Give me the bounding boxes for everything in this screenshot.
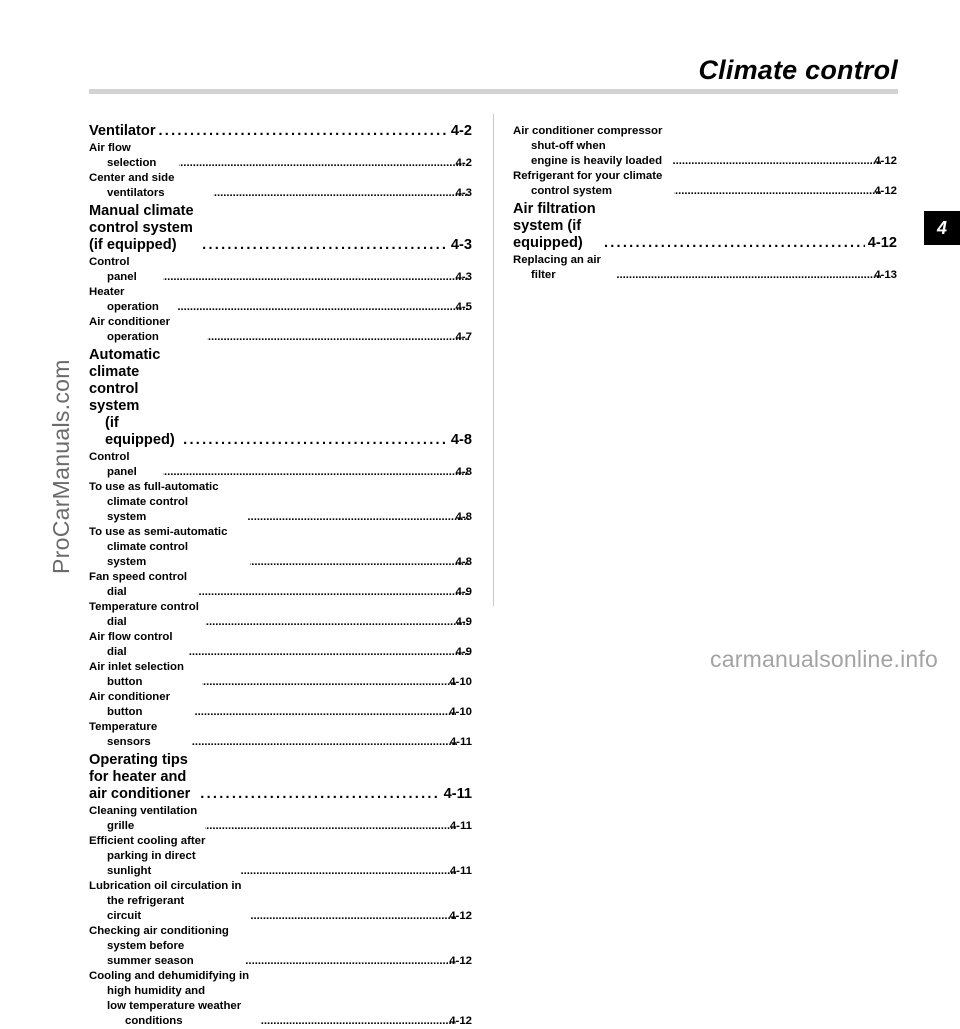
dot-leader xyxy=(202,237,448,254)
toc-entry[interactable] xyxy=(89,203,472,254)
toc-entry-title-line: Lubrication oil circulation in the refrigerant xyxy=(89,880,245,907)
toc-entry-title-line: Air conditioner compressor shut-off when xyxy=(513,125,666,152)
toc-entry-title xyxy=(89,804,202,834)
toc-entry-title-line: Cleaning ventilation grille xyxy=(89,805,201,832)
dot-leader xyxy=(674,184,881,199)
watermark-side: ProCarManuals.com xyxy=(48,359,74,574)
dot-leader xyxy=(205,615,469,630)
toc-entry[interactable]: Control panel . . . 4-3 xyxy=(89,255,472,285)
toc-entry-title-line: Replacing an air filter xyxy=(513,254,605,281)
header-rule xyxy=(89,89,898,94)
toc-entry-title-line: Ventilator xyxy=(89,123,156,139)
toc-entry-title-line: Air conditioner button xyxy=(89,691,174,718)
toc-page-number: 4-11 xyxy=(449,736,472,748)
toc-entry-title xyxy=(89,630,185,660)
toc-page-number: 4-12 xyxy=(449,955,472,967)
toc-entry-title-line: Automatic climate control system xyxy=(89,347,165,414)
toc-entry-title xyxy=(89,255,160,285)
toc-entry[interactable] xyxy=(89,834,472,879)
toc-entry-title-line: Operating tips for heater and air conditioner xyxy=(89,752,192,802)
toc-page-number: 4-3 xyxy=(450,237,472,253)
toc-entry-title-line: Efficient cooling after parking in direct xyxy=(89,835,209,862)
toc-entry-title xyxy=(89,660,199,690)
toc-entry-title xyxy=(89,879,247,924)
toc-page-number: 4-11 xyxy=(449,820,472,832)
toc-entry[interactable] xyxy=(89,123,472,140)
toc-page-number: 4-12 xyxy=(874,155,897,167)
toc-page-number: 4-8 xyxy=(450,432,472,448)
toc-page-number: 4-13 xyxy=(874,269,897,281)
dot-leader xyxy=(177,300,469,315)
toc-entry-title xyxy=(89,969,257,1029)
toc-entry[interactable]: Control panel . . . 4-8 xyxy=(89,450,472,480)
toc-entry-title-line: Control panel xyxy=(89,451,137,478)
toc-entry-title-line: Temperature sensors xyxy=(89,721,161,748)
toc-entry[interactable]: To use as full-automatic climate control system . . . 4-8 xyxy=(89,480,472,525)
toc-entry-title-line: Refrigerant for your climate control system xyxy=(513,170,666,197)
chapter-tab: 4 xyxy=(924,211,960,245)
dot-leader xyxy=(240,864,457,879)
toc-entry[interactable] xyxy=(89,924,472,969)
toc-entry-title-line: Checking air conditioning system before xyxy=(89,925,233,952)
toc-entry[interactable] xyxy=(513,253,897,283)
toc-entry[interactable] xyxy=(89,879,472,924)
toc-page-number: 4-12 xyxy=(449,1015,472,1027)
toc-entry[interactable] xyxy=(513,201,897,252)
toc-entry-title xyxy=(513,124,669,169)
toc-page-number: 4-11 xyxy=(449,865,472,877)
toc-entry[interactable]: Air conditioner operation . . . 4-7 xyxy=(89,315,472,345)
column-divider xyxy=(493,114,494,606)
toc-entry-title-line: engine is heavily loaded xyxy=(531,155,663,167)
toc-entry-title-line: system xyxy=(107,511,147,523)
dot-leader xyxy=(213,186,469,201)
toc-entry[interactable] xyxy=(89,347,472,449)
dot-leader xyxy=(159,123,448,140)
dot-leader xyxy=(198,585,469,600)
dot-leader xyxy=(250,555,469,570)
toc-entry-title-line: summer season xyxy=(107,955,194,967)
toc-entry-title xyxy=(89,525,247,570)
toc-entry-title-line: low temperature weather conditions xyxy=(107,1000,245,1027)
toc-page-number: 4-12 xyxy=(867,235,897,251)
dot-leader xyxy=(191,735,457,750)
page-title: Climate control xyxy=(698,55,898,85)
toc-entry-title xyxy=(513,169,671,199)
toc-page-number: 4-12 xyxy=(449,910,472,922)
toc-entry-title xyxy=(89,123,156,140)
dot-leader xyxy=(250,909,457,924)
toc-entry-title-line: circuit xyxy=(107,910,142,922)
toc-page-number: 4-11 xyxy=(443,786,472,802)
toc-entry[interactable] xyxy=(89,660,472,690)
dot-leader xyxy=(245,954,457,969)
toc-page-number: 4-10 xyxy=(449,676,472,688)
toc-entry[interactable] xyxy=(89,720,472,750)
dot-leader xyxy=(163,465,469,480)
toc-entry-title-line: Temperature control dial xyxy=(89,601,203,628)
toc-entry[interactable]: Air flow selection . . . 4-2 xyxy=(89,141,472,171)
toc-entry-title-line: Center and side ventilators xyxy=(89,172,178,199)
toc-entry[interactable] xyxy=(89,969,472,1029)
toc-entry-title-line: To use as full-automatic climate control xyxy=(89,481,222,508)
dot-leader xyxy=(194,705,457,720)
toc-entry[interactable] xyxy=(89,752,472,803)
toc-entry-title-line: Cooling and dehumidifying in high humidity and xyxy=(89,970,253,997)
toc-entry[interactable]: Air flow control dial . . . 4-9 xyxy=(89,630,472,660)
toc-entry[interactable]: Center and side ventilators . . . 4-3 xyxy=(89,171,472,201)
toc-entry-title xyxy=(89,600,203,630)
watermark-bottom: carmanualsonline.info xyxy=(710,646,938,672)
toc-entry-title xyxy=(89,570,195,600)
toc-left-column xyxy=(89,121,472,1029)
dot-leader xyxy=(616,268,882,283)
toc-entry-title xyxy=(89,347,180,449)
toc-entry-title-line: Heater operation xyxy=(89,286,159,313)
dot-leader xyxy=(200,786,440,803)
toc-entry-title-line: Air flow selection xyxy=(89,142,157,169)
toc-entry-title xyxy=(89,141,176,171)
toc-entry-title xyxy=(89,285,174,315)
toc-entry[interactable]: Heater operation . . . 4-5 xyxy=(89,285,472,315)
toc-entry-title xyxy=(89,690,191,720)
toc-entry[interactable]: Fan speed control dial . . . 4-9 xyxy=(89,570,472,600)
toc-entry[interactable] xyxy=(89,690,472,720)
toc-entry[interactable] xyxy=(513,169,897,199)
toc-entry-title-line: Manual climate control system (if equipped) xyxy=(89,203,198,253)
dot-leader xyxy=(163,270,469,285)
dot-leader xyxy=(205,819,457,834)
dot-leader xyxy=(207,330,469,345)
toc-entry[interactable] xyxy=(513,124,897,169)
toc-entry-title-line: Air conditioner operation xyxy=(89,316,174,343)
toc-entry-title xyxy=(89,203,199,254)
dot-leader xyxy=(202,675,456,690)
toc-entry-title xyxy=(89,171,210,201)
toc-entry-title-line: Control panel xyxy=(89,256,137,283)
toc-entry-title-line: Air filtration system (if equipped) xyxy=(513,201,600,251)
toc-page-number: 4-12 xyxy=(874,185,897,197)
toc-right-column xyxy=(513,124,897,283)
toc-entry[interactable]: To use as semi-automatic climate control system . . . 4-8 xyxy=(89,525,472,570)
dot-leader xyxy=(179,156,469,171)
toc-entry-title-line: Air flow control dial xyxy=(89,631,176,658)
dot-leader xyxy=(604,235,865,252)
dot-leader xyxy=(183,432,448,449)
toc-entry-title-line: sunlight xyxy=(107,865,152,877)
toc-entry-title xyxy=(89,450,160,480)
toc-entry-title-line: To use as semi-automatic climate control xyxy=(89,526,231,553)
dot-leader xyxy=(260,1014,456,1029)
dot-leader xyxy=(247,510,469,525)
dot-leader xyxy=(188,645,469,660)
toc-entry-title xyxy=(89,315,204,345)
toc-entry-title xyxy=(89,924,242,969)
dot-leader xyxy=(672,154,882,169)
toc-entry[interactable]: Temperature control dial . . . 4-9 xyxy=(89,600,472,630)
toc-entry-title xyxy=(89,720,188,750)
toc-entry[interactable] xyxy=(89,804,472,834)
toc-entry-title xyxy=(89,480,244,525)
toc-entry-title xyxy=(513,253,613,283)
toc-page-number: 4-10 xyxy=(449,706,472,718)
toc-entry-title xyxy=(89,752,197,803)
toc-entry-title xyxy=(89,834,237,879)
toc-page-number: 4-2 xyxy=(450,123,472,139)
toc-entry-title-line: (if equipped) xyxy=(105,415,175,448)
toc-entry-title-line: Fan speed control dial xyxy=(89,571,191,598)
toc-entry-title xyxy=(513,201,601,252)
toc-entry-title-line: Air inlet selection button xyxy=(89,661,188,688)
toc-entry-title-line: system xyxy=(107,556,147,568)
